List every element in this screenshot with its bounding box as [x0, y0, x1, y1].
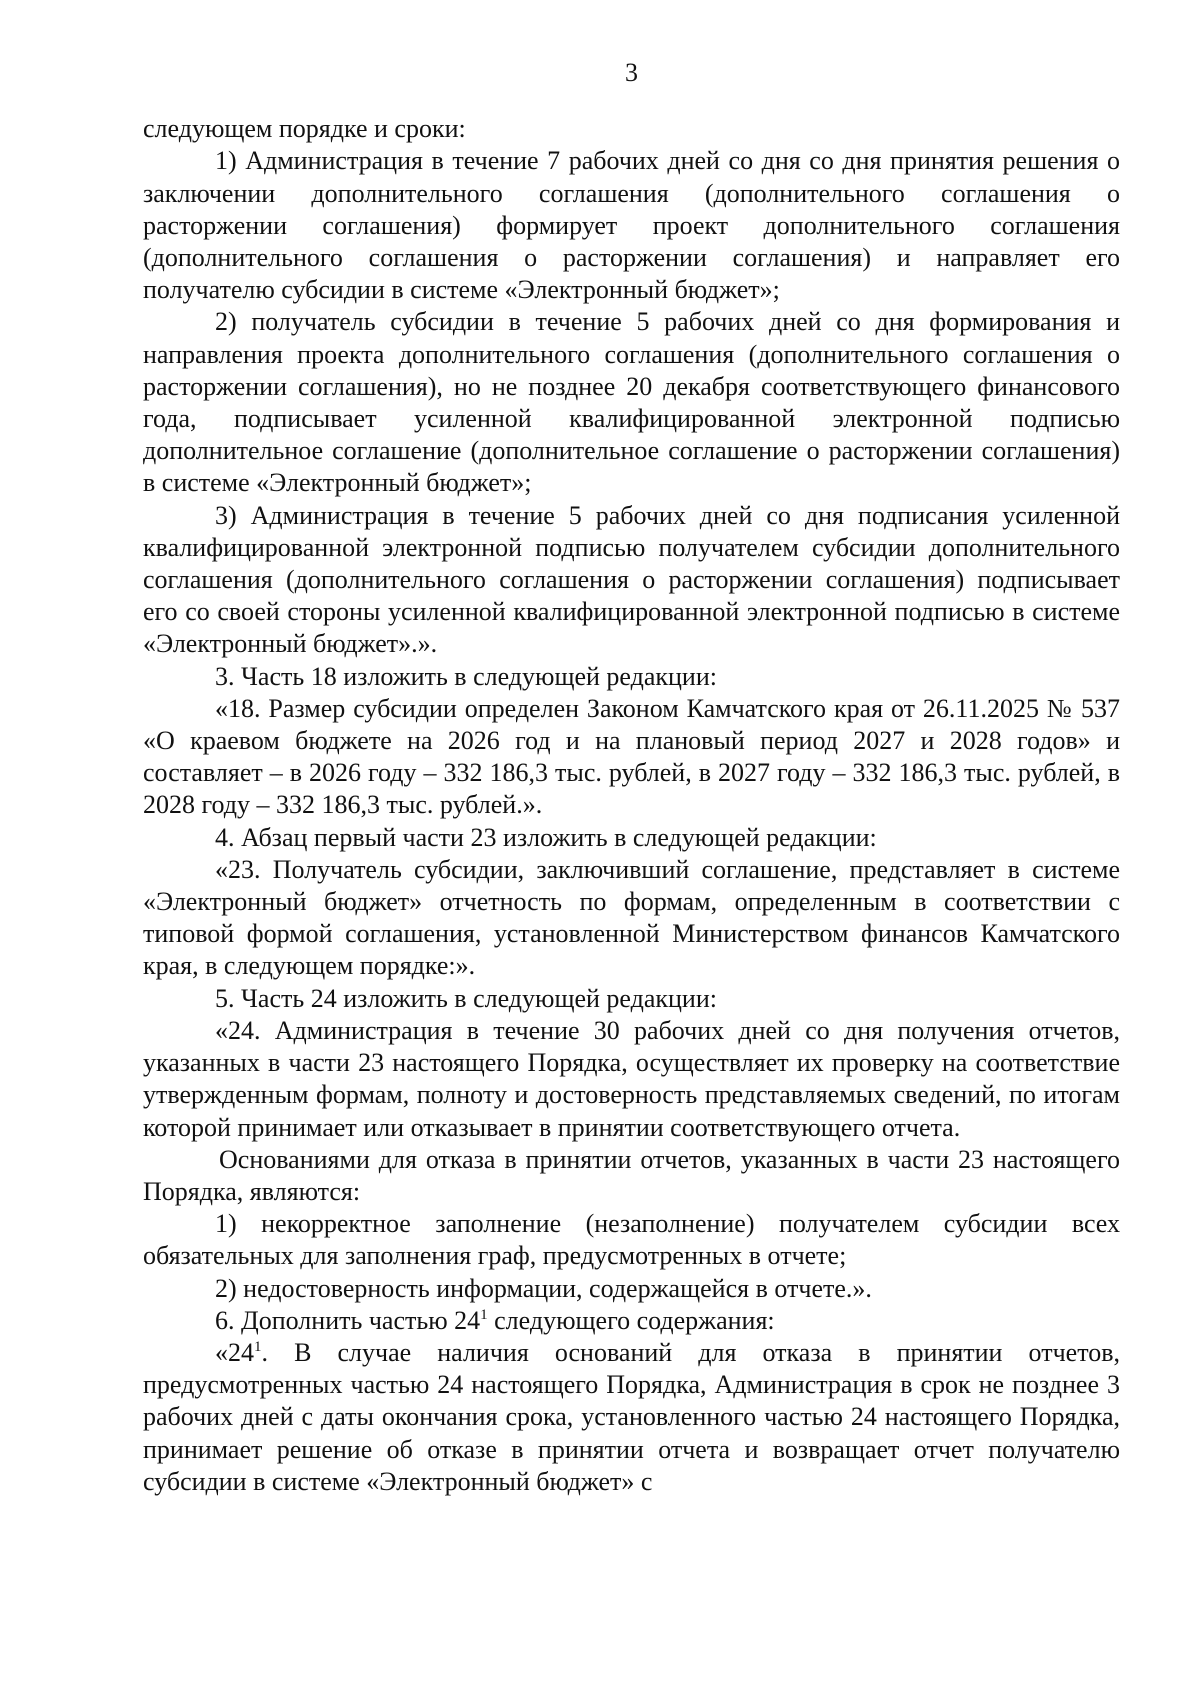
paragraph-part-24-1 — [143, 1337, 1120, 1498]
text-span: следующего содержания: — [487, 1305, 775, 1335]
text-span: . В случае наличия оснований для отказа в принятии отчетов, предусмотренных частью 24 настоящего Порядка, Администрация в срок не позднее 3 рабочих дней с даты окончания срока, установленного частью 24 настоящего Порядка, принимает решение об отказе в принятии отчета и возвращает отчет получателю субсидии в системе «Электронный бюджет» с — [143, 1337, 1120, 1496]
body-text — [143, 113, 1120, 1498]
paragraph: 1) некорректное заполнение (незаполнение) получателем субсидии всех обязательных для заполнения граф, предусмотренных в отчете; — [143, 1209, 1120, 1271]
paragraph: 1) Администрация в течение 7 рабочих дней со дня со дня принятия решения о заключении дополнительного соглашения (дополнительного соглашения о расторжении соглашения) формирует проект дополнительного соглашения (дополнительного соглашения о расторжении соглашения) и направляет его получателю субсидии в системе «Электронный бюджет»; — [143, 146, 1120, 305]
paragraph: следующем порядке и сроки: — [143, 114, 466, 144]
paragraph: 2) недостоверность информации, содержащейся в отчете.». — [215, 1273, 872, 1303]
paragraph: «23. Получатель субсидии, заключивший соглашение, представляет в системе «Электронный бюджет» отчетность по формам, определенным в соответствии с типовой формой соглашения, установленной Министерством финансов Камчатского края, в следующем порядке:». — [143, 854, 1120, 981]
paragraph: 3. Часть 18 изложить в следующей редакции: — [215, 661, 717, 691]
paragraph: «24. Администрация в течение 30 рабочих дней со дня получения отчетов, указанных в части 23 настоящего Порядка, осуществляет их проверку на соответствие утвержденным формам, полноту и достоверность представляемых сведений, по итогам которой принимает или отказывает в принятии соответствующего отчета. — [143, 1015, 1120, 1142]
text-span: 6. Дополнить частью 24 — [215, 1305, 481, 1335]
paragraph: Основаниями для отказа в принятии отчетов, указанных в части 23 настоящего Порядка, являются: — [143, 1144, 1120, 1206]
paragraph-part-24-1-intro — [143, 1305, 1120, 1337]
text-span: «24 — [215, 1337, 254, 1367]
page-number: 3 — [625, 58, 638, 87]
paragraph: 4. Абзац первый части 23 изложить в следующей редакции: — [215, 822, 877, 852]
paragraph: 2) получатель субсидии в течение 5 рабочих дней со дня формирования и направления проекта дополнительного соглашения (дополнительного соглашения о расторжении соглашения), но не позднее 20 декабря соответствующего финансового года, подписывает усиленной квалифицированной электронной подписью дополнительное соглашение (дополнительное соглашение о расторжении соглашения) в системе «Электронный бюджет»; — [143, 307, 1120, 498]
paragraph: «18. Размер субсидии определен Законом Камчатского края от 26.11.2025 № 537 «О краевом бюджете на 2026 год и на плановый период 2027 и 2028 годов» и составляет – в 2026 году – 332 186,3 тыс. рублей, в 2027 году – 332 186,3 тыс. рублей, в 2028 году – 332 186,3 тыс. рублей.». — [143, 693, 1120, 820]
paragraph: 5. Часть 24 изложить в следующей редакции: — [215, 983, 717, 1013]
superscript: 1 — [480, 1306, 488, 1323]
superscript: 1 — [254, 1338, 262, 1355]
paragraph: 3) Администрация в течение 5 рабочих дней со дня подписания усиленной квалифицированной электронной подписью получателем субсидии дополнительного соглашения (дополнительного соглашения о расторжении соглашения) подписывает его со своей стороны усиленной квалифицированной электронной подписью в системе «Электронный бюджет».». — [143, 500, 1120, 659]
